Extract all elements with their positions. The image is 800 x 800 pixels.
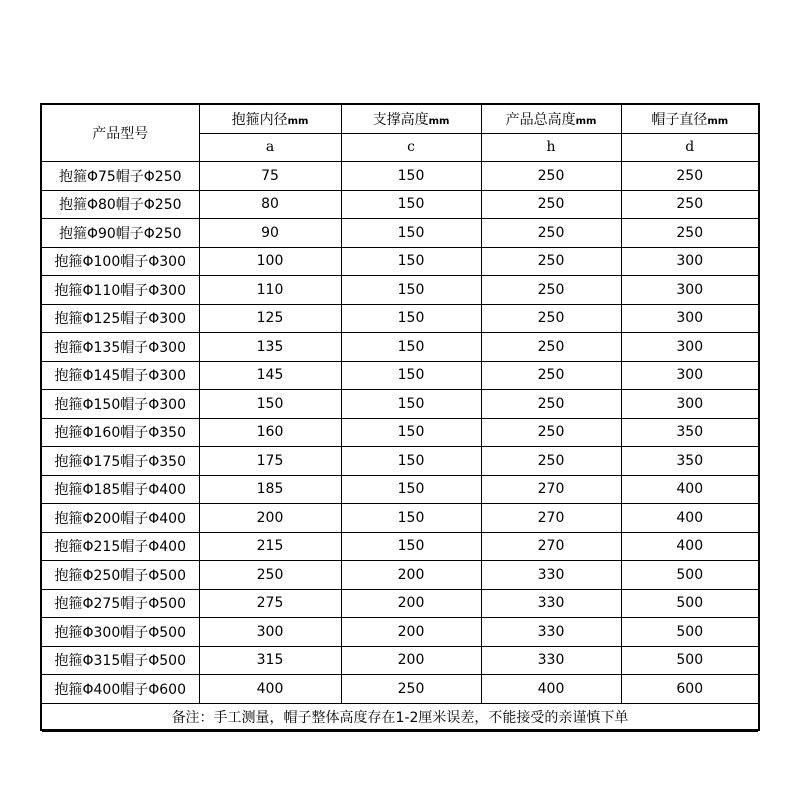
spec-table xyxy=(42,105,758,732)
model-cell: 抱箍Φ175帽子Φ350 xyxy=(42,447,199,476)
note-row xyxy=(42,703,758,732)
value-cell: 250 xyxy=(621,190,758,219)
spec-table-container xyxy=(40,103,760,731)
header-symbol-a: a xyxy=(199,133,341,162)
table-row xyxy=(42,276,758,305)
value-cell: 185 xyxy=(199,475,341,504)
value-cell: 315 xyxy=(199,646,341,675)
table-row xyxy=(42,675,758,704)
value-cell: 150 xyxy=(341,190,481,219)
header-inner-diameter xyxy=(199,105,341,133)
model-cell: 抱箍Φ160帽子Φ350 xyxy=(42,418,199,447)
header-cap-diameter xyxy=(621,105,758,133)
value-cell: 125 xyxy=(199,304,341,333)
header-unit: mm xyxy=(287,115,309,127)
value-cell: 150 xyxy=(341,247,481,276)
value-cell: 300 xyxy=(621,333,758,362)
value-cell: 75 xyxy=(199,162,341,191)
header-label: 支撑高度 xyxy=(372,111,429,128)
value-cell: 150 xyxy=(341,304,481,333)
header-unit: mm xyxy=(575,115,597,127)
table-row xyxy=(42,418,758,447)
value-cell: 150 xyxy=(341,475,481,504)
table-row xyxy=(42,333,758,362)
model-header: 产品型号 xyxy=(42,105,199,162)
value-cell: 145 xyxy=(199,361,341,390)
header-symbol-c: c xyxy=(341,133,481,162)
table-row xyxy=(42,475,758,504)
table-row xyxy=(42,247,758,276)
value-cell: 600 xyxy=(621,675,758,704)
value-cell: 200 xyxy=(341,561,481,590)
value-cell: 270 xyxy=(481,504,621,533)
value-cell: 330 xyxy=(481,561,621,590)
value-cell: 250 xyxy=(621,219,758,248)
table-row xyxy=(42,219,758,248)
model-cell: 抱箍Φ275帽子Φ500 xyxy=(42,589,199,618)
header-label: 抱箍内径 xyxy=(231,111,288,128)
value-cell: 150 xyxy=(199,390,341,419)
value-cell: 150 xyxy=(341,162,481,191)
value-cell: 300 xyxy=(621,247,758,276)
value-cell: 400 xyxy=(199,675,341,704)
table-row xyxy=(42,561,758,590)
value-cell: 250 xyxy=(481,361,621,390)
model-cell: 抱箍Φ125帽子Φ300 xyxy=(42,304,199,333)
model-cell: 抱箍Φ135帽子Φ300 xyxy=(42,333,199,362)
value-cell: 250 xyxy=(481,304,621,333)
header-label: 帽子直径 xyxy=(651,111,708,128)
value-cell: 175 xyxy=(199,447,341,476)
model-cell: 抱箍Φ250帽子Φ500 xyxy=(42,561,199,590)
value-cell: 250 xyxy=(621,162,758,191)
value-cell: 300 xyxy=(621,390,758,419)
value-cell: 250 xyxy=(481,190,621,219)
table-row xyxy=(42,304,758,333)
value-cell: 160 xyxy=(199,418,341,447)
value-cell: 400 xyxy=(621,475,758,504)
table-row xyxy=(42,361,758,390)
model-cell: 抱箍Φ100帽子Φ300 xyxy=(42,247,199,276)
value-cell: 250 xyxy=(481,447,621,476)
model-cell: 抱箍Φ185帽子Φ400 xyxy=(42,475,199,504)
table-row xyxy=(42,447,758,476)
value-cell: 80 xyxy=(199,190,341,219)
value-cell: 250 xyxy=(481,333,621,362)
value-cell: 250 xyxy=(481,418,621,447)
value-cell: 215 xyxy=(199,532,341,561)
value-cell: 250 xyxy=(481,276,621,305)
value-cell: 400 xyxy=(621,504,758,533)
value-cell: 150 xyxy=(341,276,481,305)
value-cell: 350 xyxy=(621,418,758,447)
value-cell: 150 xyxy=(341,390,481,419)
value-cell: 250 xyxy=(481,390,621,419)
header-unit: mm xyxy=(707,115,729,127)
value-cell: 300 xyxy=(621,304,758,333)
value-cell: 350 xyxy=(621,447,758,476)
model-cell: 抱箍Φ150帽子Φ300 xyxy=(42,390,199,419)
value-cell: 330 xyxy=(481,646,621,675)
model-cell: 抱箍Φ80帽子Φ250 xyxy=(42,190,199,219)
value-cell: 300 xyxy=(621,361,758,390)
model-cell: 抱箍Φ300帽子Φ500 xyxy=(42,618,199,647)
spec-table-body xyxy=(42,162,758,704)
table-row xyxy=(42,162,758,191)
value-cell: 400 xyxy=(481,675,621,704)
value-cell: 500 xyxy=(621,561,758,590)
model-cell: 抱箍Φ90帽子Φ250 xyxy=(42,219,199,248)
model-cell: 抱箍Φ110帽子Φ300 xyxy=(42,276,199,305)
value-cell: 150 xyxy=(341,532,481,561)
table-row xyxy=(42,646,758,675)
value-cell: 150 xyxy=(341,361,481,390)
header-row-labels xyxy=(42,105,758,133)
value-cell: 200 xyxy=(199,504,341,533)
value-cell: 330 xyxy=(481,589,621,618)
value-cell: 200 xyxy=(341,618,481,647)
table-row xyxy=(42,532,758,561)
header-symbol-h: h xyxy=(481,133,621,162)
header-unit: mm xyxy=(428,115,450,127)
value-cell: 200 xyxy=(341,589,481,618)
value-cell: 250 xyxy=(199,561,341,590)
header-symbol-d: d xyxy=(621,133,758,162)
value-cell: 300 xyxy=(621,276,758,305)
table-row xyxy=(42,190,758,219)
model-cell: 抱箍Φ215帽子Φ400 xyxy=(42,532,199,561)
table-row xyxy=(42,618,758,647)
value-cell: 500 xyxy=(621,618,758,647)
value-cell: 250 xyxy=(341,675,481,704)
model-cell: 抱箍Φ400帽子Φ600 xyxy=(42,675,199,704)
model-cell: 抱箍Φ75帽子Φ250 xyxy=(42,162,199,191)
value-cell: 150 xyxy=(341,418,481,447)
value-cell: 200 xyxy=(341,646,481,675)
value-cell: 500 xyxy=(621,589,758,618)
value-cell: 150 xyxy=(341,504,481,533)
table-row xyxy=(42,589,758,618)
model-cell: 抱箍Φ145帽子Φ300 xyxy=(42,361,199,390)
model-cell: 抱箍Φ200帽子Φ400 xyxy=(42,504,199,533)
value-cell: 150 xyxy=(341,219,481,248)
value-cell: 90 xyxy=(199,219,341,248)
value-cell: 400 xyxy=(621,532,758,561)
value-cell: 270 xyxy=(481,532,621,561)
value-cell: 150 xyxy=(341,447,481,476)
value-cell: 275 xyxy=(199,589,341,618)
table-row xyxy=(42,390,758,419)
value-cell: 330 xyxy=(481,618,621,647)
model-cell: 抱箍Φ315帽子Φ500 xyxy=(42,646,199,675)
table-row xyxy=(42,504,758,533)
header-label: 产品总高度 xyxy=(505,111,576,128)
value-cell: 250 xyxy=(481,162,621,191)
value-cell: 100 xyxy=(199,247,341,276)
note-text: 备注：手工测量，帽子整体高度存在1-2厘米误差，不能接受的亲谨慎下单 xyxy=(42,703,758,732)
header-support-height xyxy=(341,105,481,133)
value-cell: 270 xyxy=(481,475,621,504)
value-cell: 135 xyxy=(199,333,341,362)
value-cell: 500 xyxy=(621,646,758,675)
value-cell: 300 xyxy=(199,618,341,647)
value-cell: 250 xyxy=(481,247,621,276)
value-cell: 110 xyxy=(199,276,341,305)
value-cell: 250 xyxy=(481,219,621,248)
header-total-height xyxy=(481,105,621,133)
value-cell: 150 xyxy=(341,333,481,362)
